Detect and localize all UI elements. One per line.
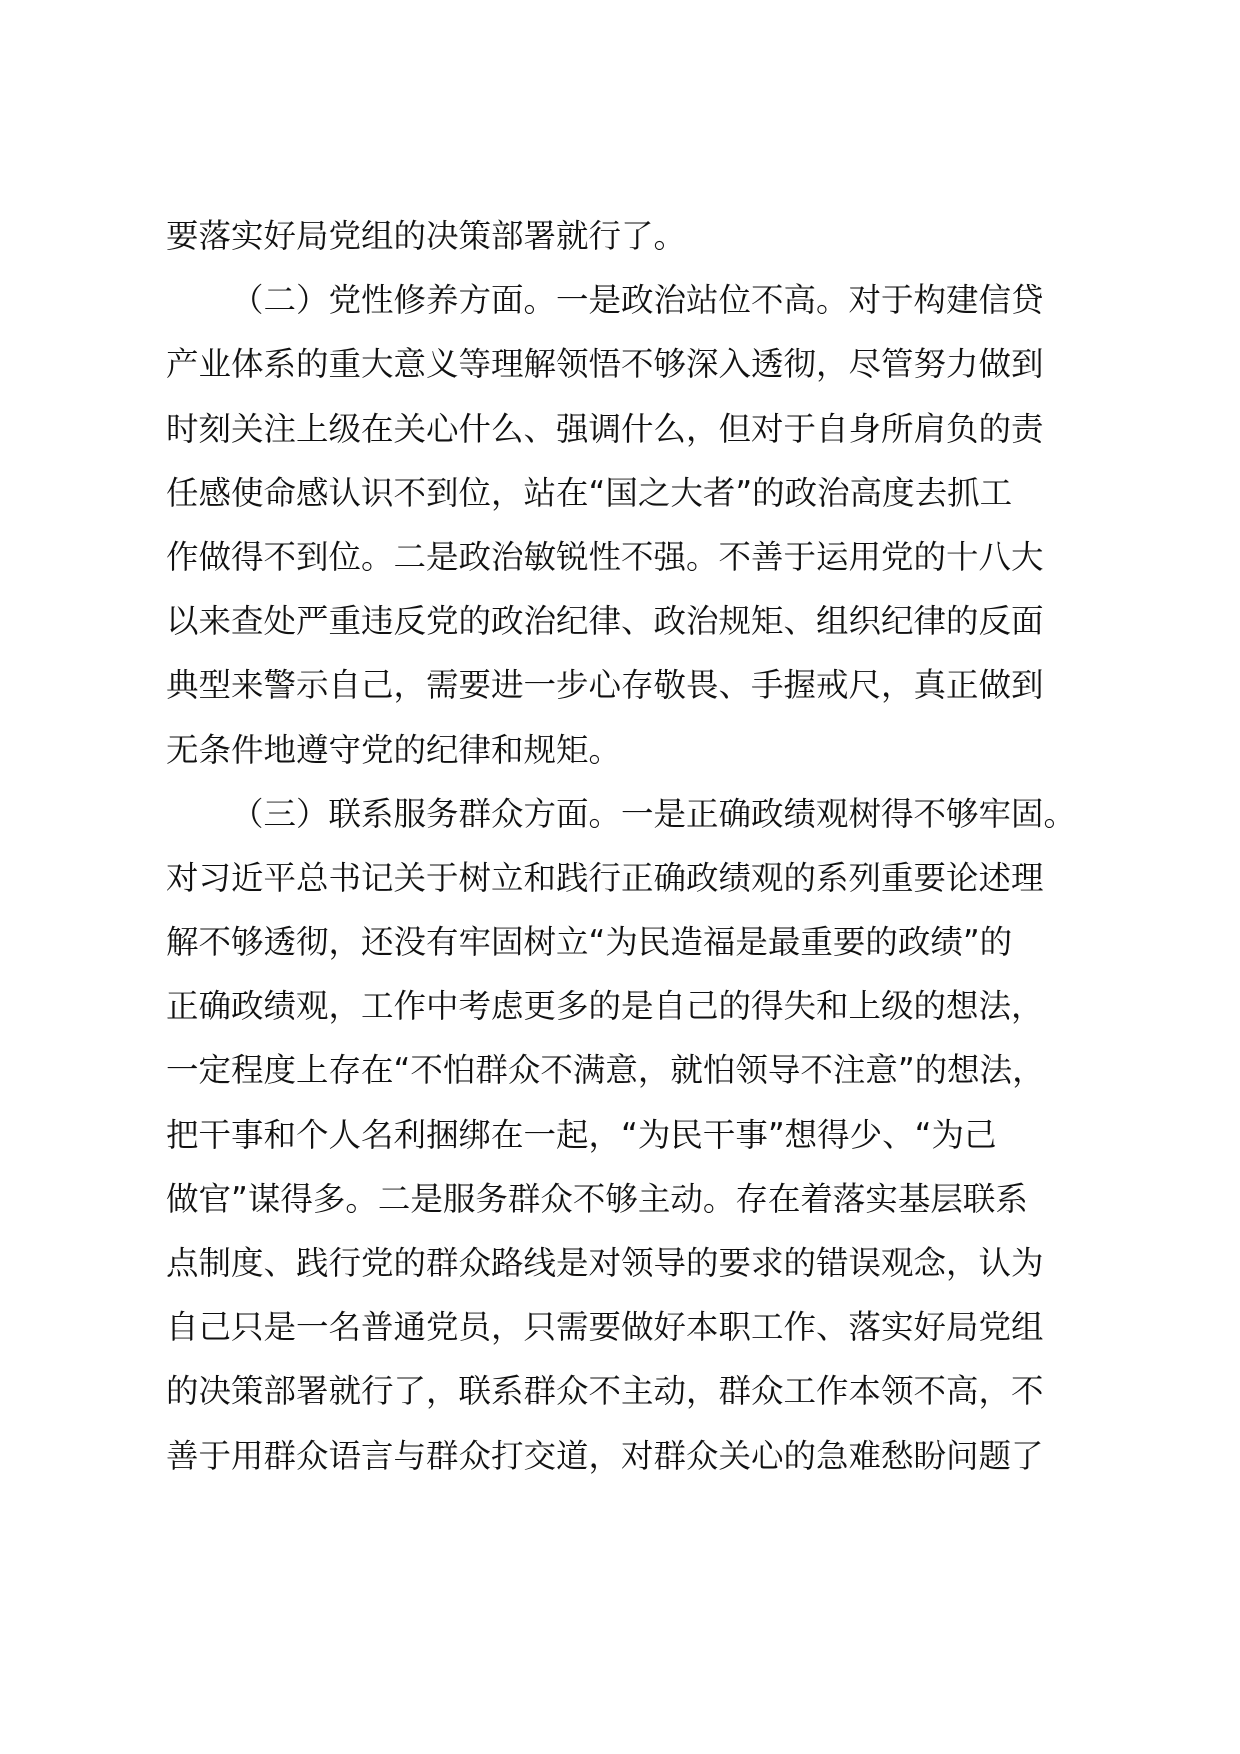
text-line: 产业体系的重大意义等理解领悟不够深入透彻，尽管努力做到 (166, 345, 1044, 384)
text-line: 任感使命感认识不到位，站在“国之大者”的政治高度去抓工 (166, 473, 1013, 512)
text-line: 要落实好局党组的决策部署就行了。 (166, 217, 687, 255)
text-line: 对习近平总书记关于树立和践行正确政绩观的系列重要论述理 (166, 858, 1044, 897)
text-line: 点制度、践行党的群众路线是对领导的要求的错误观念，认为 (166, 1244, 1044, 1282)
body-text (166, 204, 1106, 1488)
text-line: 时刻关注上级在关心什么、强调什么，但对于自身所肩负的责 (166, 409, 1044, 448)
text-line: 善于用群众语言与群众打交道，对群众关心的急难愁盼问题了 (166, 1436, 1044, 1475)
section-heading-line: （二）党性修养方面。一是政治站位不高。对于构建信贷 (231, 281, 1044, 320)
text-line: 自己只是一名普通党员，只需要做好本职工作、落实好局党组 (166, 1308, 1044, 1347)
text-line: 解不够透彻，还没有牢固树立“为民造福是最重要的政绩”的 (166, 923, 1013, 962)
text-line: 把干事和个人名利捆绑在一起，“为民干事”想得少、“为己 (166, 1115, 997, 1154)
text-line: 正确政绩观，工作中考虑更多的是自己的得失和上级的想法， (166, 987, 1044, 1026)
text-line: 作做得不到位。二是政治敏锐性不强。不善于运用党的十八大 (166, 537, 1044, 576)
section-heading-line: （三）联系服务群众方面。一是正确政绩观树得不够牢固。 (231, 794, 1077, 833)
text-line: 典型来警示自己，需要进一步心存敬畏、手握戒尺，真正做到 (166, 666, 1044, 705)
text-line: 做官”谋得多。二是服务群众不够主动。存在着落实基层联系 (166, 1179, 1028, 1218)
text-line: 以来查处严重违反党的政治纪律、政治规矩、组织纪律的反面 (166, 602, 1044, 641)
text-line: 的决策部署就行了，联系群众不主动，群众工作本领不高，不 (166, 1372, 1044, 1411)
text-line: 一定程度上存在“不怕群众不满意，就怕领导不注意”的想法， (166, 1051, 1045, 1090)
text-line: 无条件地遵守党的纪律和规矩。 (166, 730, 622, 769)
